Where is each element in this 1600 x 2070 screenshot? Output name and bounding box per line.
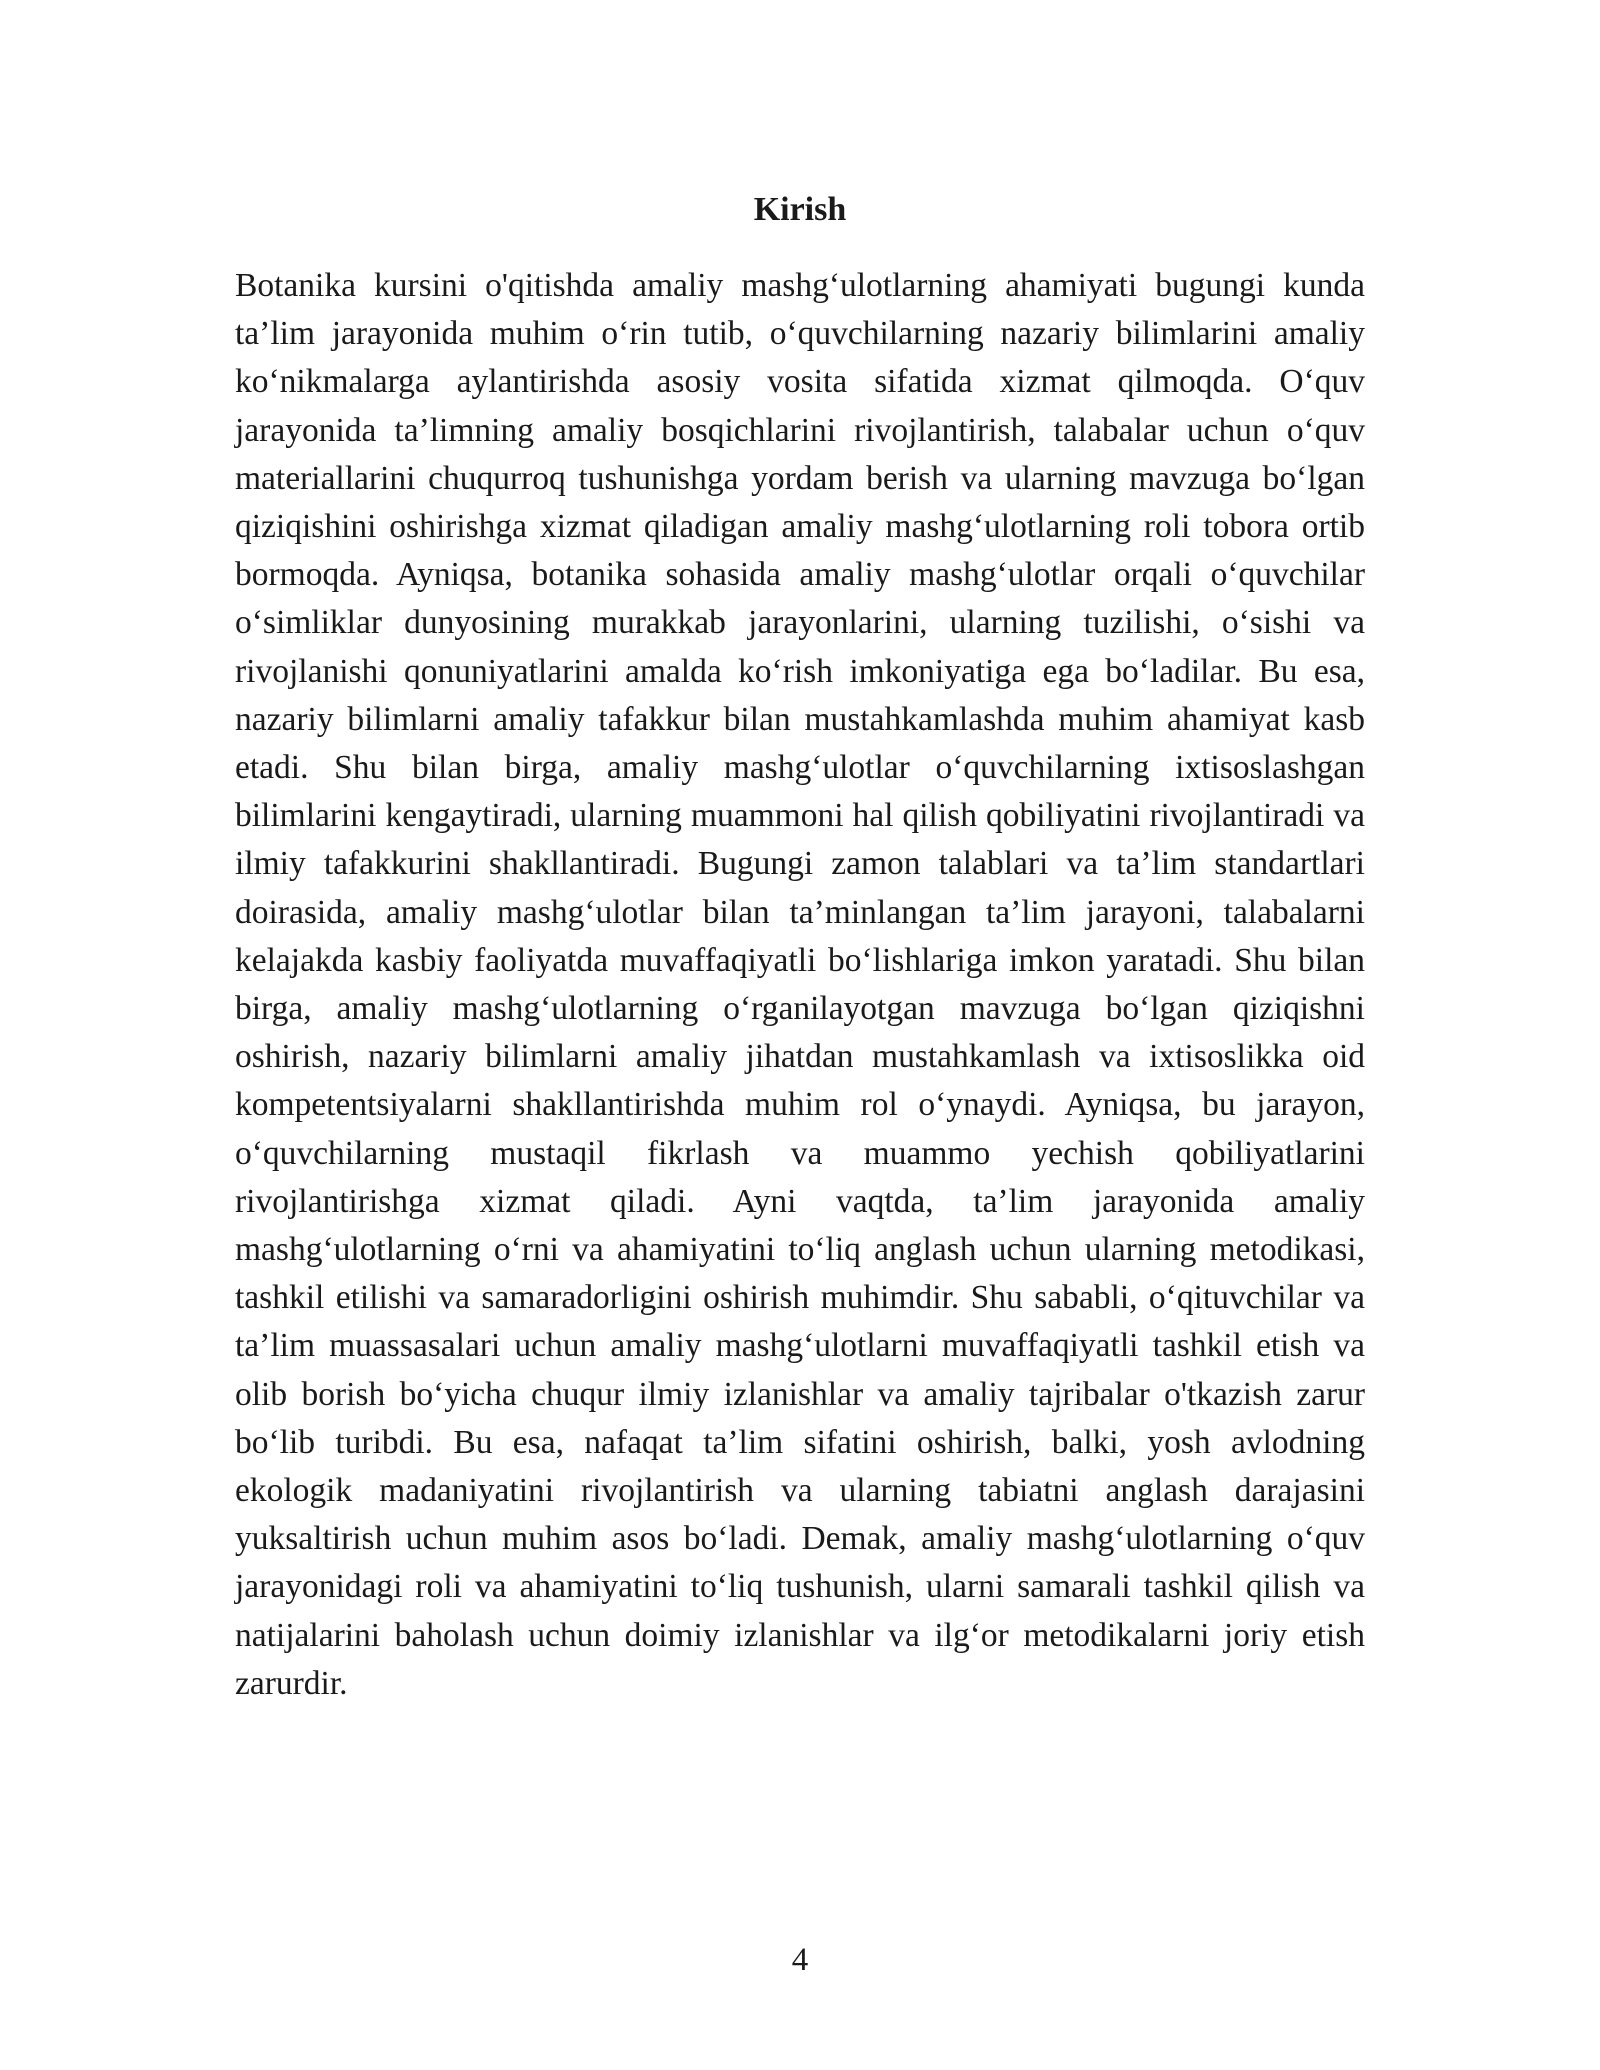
page-number: 4 (791, 1942, 809, 1978)
page-title: Kirish (753, 191, 847, 228)
body-paragraph: Botanika kursini o'qitishda amaliy mashg‘ulotlarning ahamiyati bugungi kunda ta’lim jarayonida muhim o‘rin tutib, o‘quvchilarning nazariy bilimlarini amaliy ko‘nikmalarga aylantirishda asosiy vosita sifatida xizmat qilmoqda. O‘quv jarayonida ta’limning amaliy bosqichlarini rivojlantirish, talabalar uchun o‘quv materiallarini chuqurroq tushunishga yordam berish va ularning mavzuga bo‘lgan qiziqishini oshirishga xizmat qiladigan amaliy mashg‘ulotlarning roli tobora ortib bormoqda. Ayniqsa, botanika sohasida amaliy mashg‘ulotlar orqali o‘quvchilar o‘simliklar dunyosining murakkab jarayonlarini, ularning tuzilishi, o‘sishi va rivojlanishi qonuniyatlarini amalda ko‘rish imkoniyatiga ega bo‘ladilar. Bu esa, nazariy bilimlarni amaliy tafakkur bilan mustahkamlashda muhim ahamiyat kasb etadi. Shu bilan birga, amaliy mashg‘ulotlar o‘quvchilarning ixtisoslashgan bilimlarini kengaytiradi, ularning muammoni hal qilish qobiliyatini rivojlantiradi va ilmiy tafakkurini shakllantiradi. Bugungi zamon talablari va ta’lim standartlari doirasida, amaliy mashg‘ulotlar bilan ta’minlangan ta’lim jarayoni, talabalarni kelajakda kasbiy faoliyatda muvaffaqiyatli bo‘lishlariga imkon yaratadi. Shu bilan birga, amaliy mashg‘ulotlarning o‘rganilayotgan mavzuga bo‘lgan qiziqishni oshirish, nazariy bilimlarni amaliy jihatdan mustahkamlash va ixtisoslikka oid kompetentsiyalarni shakllantirishda muhim rol o‘ynaydi. Ayniqsa, bu jarayon, o‘quvchilarning mustaqil fikrlash va muammo yechish qobiliyatlarini rivojlantirishga xizmat qiladi. Ayni vaqtda, ta’lim jarayonida amaliy mashg‘ulotlarning o‘rni va ahamiyatini to‘liq anglash uchun ularning metodikasi, tashkil etilishi va samaradorligini oshirish muhimdir. Shu sababli, o‘qituvchilar va ta’lim muassasalari uchun amaliy mashg‘ulotlarni muvaffaqiyatli tashkil etish va olib borish bo‘yicha chuqur ilmiy izlanishlar va amaliy tajribalar o'tkazish zarur bo‘lib turibdi. Bu esa, nafaqat ta’lim sifatini oshirish, balki, yosh avlodning ekologik madaniyatini rivojlantirish va ularning tabiatni anglash darajasini yuksaltirish uchun muhim asos bo‘ladi. Demak, amaliy mashg‘ulotlarning o‘quv jarayonidagi roli va ahamiyatini to‘liq tushunish, ularni samarali tashkil qilish va natijalarini baholash uchun doimiy izlanishlar va ilg‘or metodikalarni joriy etish zarurdir. (235, 267, 1365, 1702)
